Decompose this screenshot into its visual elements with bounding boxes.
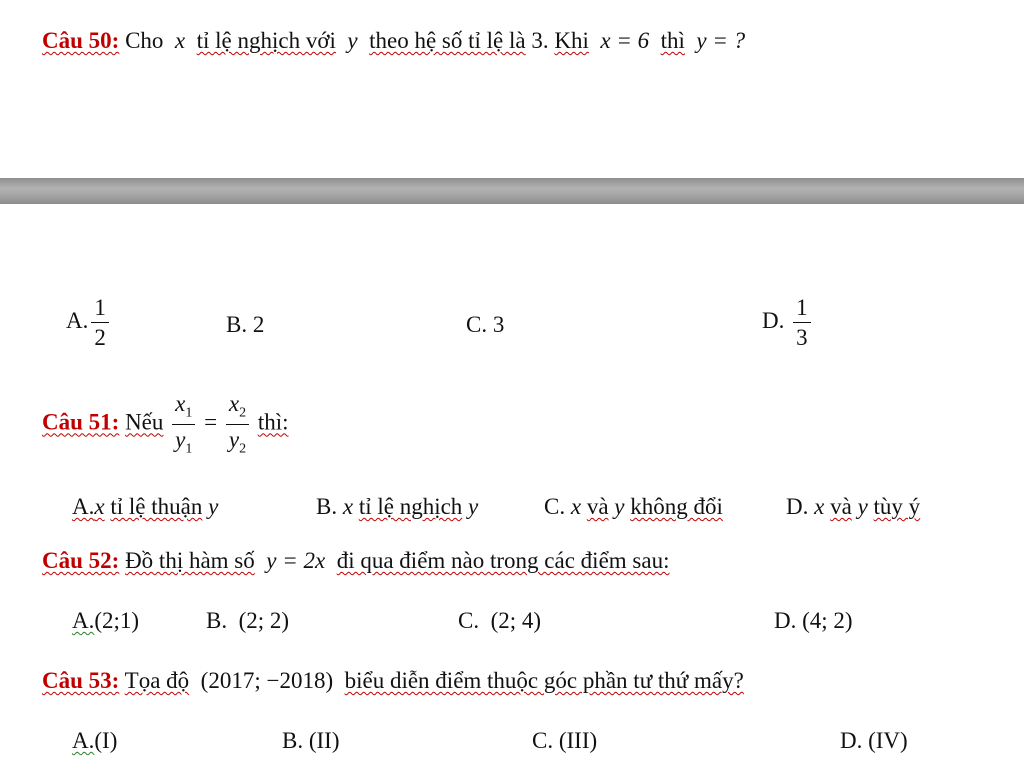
option-d (762, 296, 814, 349)
var-y2: y (228, 426, 240, 452)
question-number: Câu 50: (42, 28, 120, 53)
option-label: C. (458, 608, 480, 633)
question-number: Câu 51: (42, 409, 120, 435)
option-text: tỉ lệ thuận (110, 494, 203, 519)
text: 3. (531, 28, 549, 53)
var-y: y (468, 494, 479, 519)
question-51 (42, 392, 288, 456)
var-x2: x (228, 391, 240, 416)
option-text: và (830, 494, 852, 519)
option-label: A. (72, 608, 95, 633)
option-c (544, 494, 723, 520)
var-x1: x (175, 391, 186, 416)
var-x: x (342, 494, 354, 519)
option-label: B. (206, 608, 228, 633)
option-value: (2;1) (94, 608, 140, 633)
option-b: B. (II) (282, 728, 340, 753)
option-c: C. (III) (532, 728, 598, 753)
equals-sign: = (204, 409, 218, 435)
option-c: C. 3 (466, 312, 505, 337)
option-label: B. (316, 494, 338, 519)
var-y: y (208, 494, 219, 519)
text: Tọa độ (124, 668, 190, 693)
option-text: và (586, 494, 609, 519)
option-label: D. (762, 307, 785, 333)
numerator: 1 (94, 295, 106, 320)
text: đi qua điểm nào trong các điểm sau: (336, 548, 670, 573)
option-value: (2; 4) (490, 608, 542, 633)
option-label: C. (544, 494, 566, 519)
var-y: y (857, 494, 868, 519)
denominator: 3 (793, 322, 811, 349)
fraction-x2-y2: $\frac{x_2}{y_2}$ (226, 392, 249, 456)
text: Nếu (125, 409, 164, 435)
option-value: (4; 2) (802, 608, 853, 633)
coordinate: (2017; −2018) (200, 668, 334, 693)
option-label: A. (66, 307, 89, 333)
option-value: (I) (94, 728, 118, 753)
gray-divider-bar (0, 178, 1024, 204)
question-52 (42, 548, 669, 574)
option-label: A. (72, 728, 95, 753)
question-53 (42, 668, 744, 694)
var-x: x (814, 494, 825, 519)
option-d (774, 608, 853, 634)
option-value: (2; 2) (238, 608, 290, 633)
fraction (91, 296, 109, 349)
question-50 (42, 28, 745, 54)
var-y: y (347, 28, 358, 53)
option-text: tùy ý (873, 494, 921, 519)
question-number: Câu 53: (42, 668, 120, 693)
function: y = 2x (266, 548, 326, 573)
option-d (786, 494, 920, 520)
text: Đồ thị hàm số (125, 548, 255, 573)
option-b (206, 608, 289, 634)
denominator: 2 (91, 322, 109, 349)
text: thì: (257, 409, 289, 435)
text: Khi (554, 28, 589, 53)
text: thì (660, 28, 685, 53)
option-label: A.x (72, 494, 105, 519)
text: tỉ lệ nghịch với (196, 28, 336, 53)
option-a (72, 728, 117, 754)
fraction-x1-y1: $\frac{x_1}{y_1}$ (172, 392, 195, 456)
option-a (72, 494, 218, 520)
var-y: y (614, 494, 625, 519)
fraction (793, 296, 811, 349)
var-y1: y (175, 426, 186, 452)
option-label: D. (774, 608, 797, 633)
condition: x = 6 (600, 28, 650, 53)
text: Cho (125, 28, 164, 53)
option-a (72, 608, 139, 634)
numerator: 1 (796, 295, 808, 320)
option-text: tỉ lệ nghịch (358, 494, 463, 519)
option-a (66, 296, 112, 349)
option-b: B. 2 (226, 312, 265, 337)
var-x: x (570, 494, 582, 519)
option-text: không đổi (630, 494, 723, 519)
option-c (458, 608, 541, 634)
text: theo hệ số tỉ lệ là (369, 28, 526, 53)
text: biểu diễn điểm thuộc góc phần tư thứ mấy? (344, 668, 744, 693)
question-ask: y = ? (696, 28, 746, 53)
question-number: Câu 52: (42, 548, 120, 573)
var-x: x (174, 28, 186, 53)
option-b (316, 494, 478, 520)
option-label: D. (786, 494, 809, 519)
option-d: D. (IV) (840, 728, 908, 753)
